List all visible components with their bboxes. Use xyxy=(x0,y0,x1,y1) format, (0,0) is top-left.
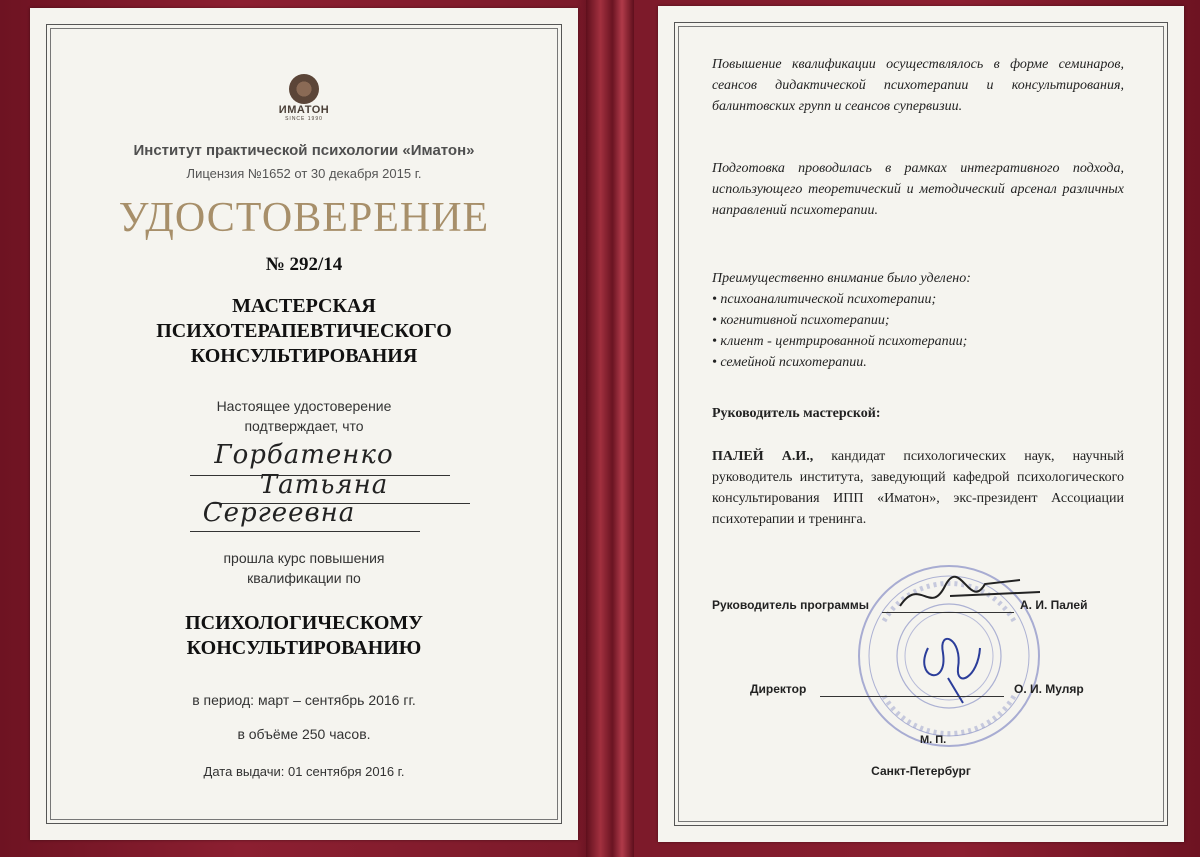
license-line: Лицензия №1652 от 30 декабря 2015 г. xyxy=(186,166,422,181)
imaton-logo xyxy=(276,74,332,122)
logo-name: ИМАТОН xyxy=(278,104,330,116)
confirmation-line: Настоящее удостоверение xyxy=(216,398,392,414)
workshop-head-label: Руководитель мастерской: xyxy=(712,406,881,421)
focus-item: • когнитивной психотерапии; xyxy=(712,313,890,328)
course-title-line: ПСИХОТЕРАПЕВТИЧЕСКОГО xyxy=(156,320,452,342)
confirmation-line: подтверждает, что xyxy=(244,418,364,434)
director-label: Директор xyxy=(750,682,807,696)
course-volume: в объёме 250 часов. xyxy=(237,726,371,742)
course-title xyxy=(30,294,578,369)
stamp-place-label: М. П. xyxy=(920,734,947,746)
holder-surname: Горбатенко xyxy=(214,440,394,470)
course-passed-line: квалификации по xyxy=(247,570,361,586)
director-signature-line xyxy=(820,696,1004,697)
course-passed-line: прошла курс повышения xyxy=(223,550,385,566)
course-period: в период: март – сентябрь 2016 гг. xyxy=(192,692,416,708)
program-head-signature-line xyxy=(882,612,1014,613)
imaton-logo-icon xyxy=(289,74,319,104)
institute-name: Институт практической психологии «Иматон» xyxy=(133,142,475,159)
confirmation-text xyxy=(30,396,578,436)
director-signature xyxy=(908,618,998,708)
workshop-head-description: кандидат психологических наук, научный руководитель института, заведующий кафедрой психологического консультирования ИПП «Иматон», экс-президент Ассоциации психотерапии и тренинга. xyxy=(712,449,1124,527)
program-head-name: А. И. Палей xyxy=(1020,598,1088,612)
workshop-head-bio xyxy=(712,446,1124,530)
focus-item: • семейной психотерапии. xyxy=(712,355,867,370)
course-subject xyxy=(30,611,578,661)
director-name: О. И. Муляр xyxy=(1014,682,1084,696)
focus-item: • клиент - центрированной психотерапии; xyxy=(712,334,968,349)
program-head-label: Руководитель программы xyxy=(712,598,870,612)
cover-spine xyxy=(586,0,634,857)
holder-patronymic: Сергеевна xyxy=(202,498,356,528)
document-title: УДОСТОВЕРЕНИЕ xyxy=(118,195,490,241)
course-title-line: МАСТЕРСКАЯ xyxy=(232,295,376,317)
left-page xyxy=(30,8,578,840)
focus-intro: Преимущественно внимание было уделено: xyxy=(712,271,971,286)
course-subject-line: ПСИХОЛОГИЧЕСКОМУ xyxy=(185,612,423,634)
name-underline xyxy=(190,531,420,532)
focus-item: • психоаналитической психотерапии; xyxy=(712,292,937,307)
course-title-line: КОНСУЛЬТИРОВАНИЯ xyxy=(190,345,418,367)
course-subject-line: КОНСУЛЬТИРОВАНИЮ xyxy=(186,637,422,659)
workshop-head-name: ПАЛЕЙ А.И., xyxy=(712,449,814,464)
approach-paragraph: Подготовка проводилась в рамках интегративного подхода, использующего теоретический и методический арсенал различных направлений психотерапии. xyxy=(712,161,1124,218)
logo-since: SINCE 1990 xyxy=(285,116,323,122)
certificate-number: № 292/14 xyxy=(265,254,343,275)
focus-section xyxy=(712,268,1124,373)
course-passed-text xyxy=(30,548,578,588)
city-name: Санкт-Петербург xyxy=(871,764,971,778)
training-format-paragraph: Повышение квалификации осуществлялось в форме семинаров, сеансов дидактической психотерапии и консультирования, балинтовских групп и сеансов супервизии. xyxy=(712,57,1124,114)
program-head-signature xyxy=(890,566,1050,626)
holder-first-name: Татьяна xyxy=(259,470,389,500)
issue-date: Дата выдачи: 01 сентября 2016 г. xyxy=(203,764,405,779)
right-page xyxy=(658,6,1184,842)
